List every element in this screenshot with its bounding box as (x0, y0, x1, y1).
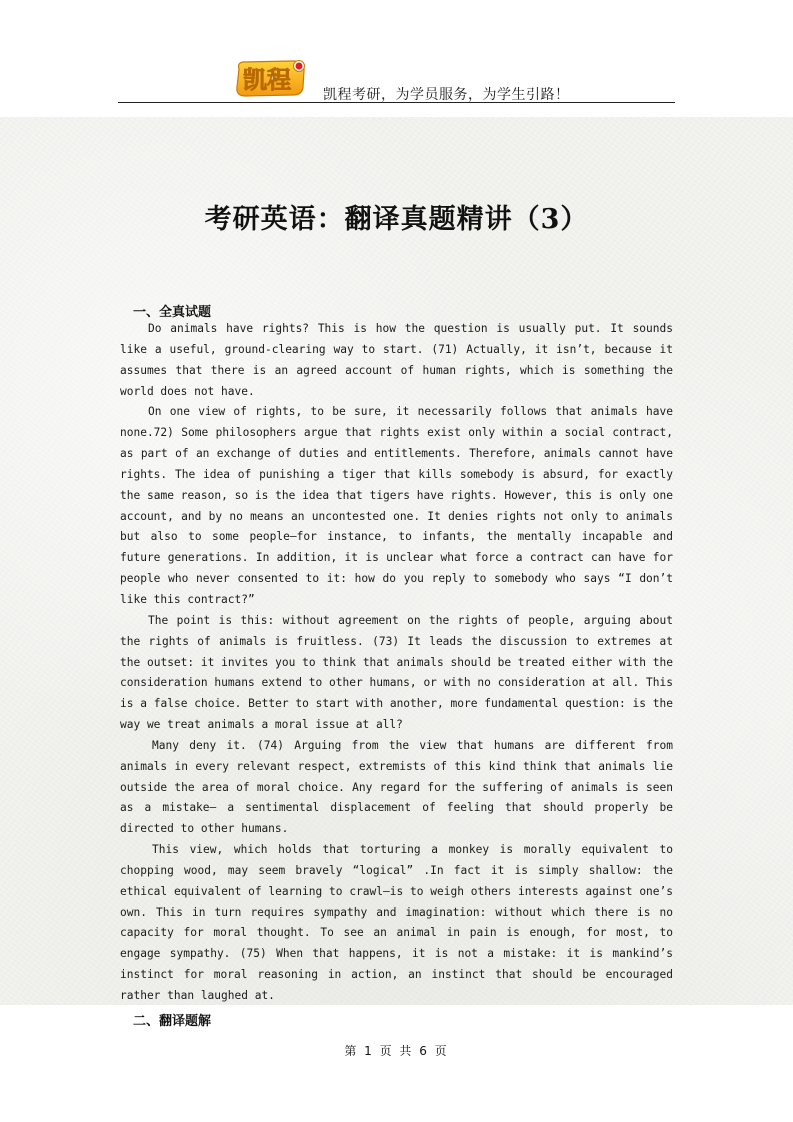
passage-paragraph-1: Do animals have rights? This is how the question is usually put. It sounds like a useful, ground-clearing way to start. (71) Actually, it isn’t, because it assumes that there is an agreed account of human rights, which is something the world does not have. (120, 322, 673, 398)
kaicheng-logo (233, 57, 309, 99)
passage-paragraph-2: On one view of rights, to be sure, it necessarily follows that animals have none.72) Some philosophers argue that rights exist only within a social contract, as part of an exchange of duties and entitlements. Therefore, animals cannot have rights. The idea of punishing a tiger that kills somebody is absurd, for exactly the same reason, so is the idea that tigers have rights. However, this is only one account, and by no means an uncontested one. It denies rights not only to animals but also to some people—for instance, to infants, the mentally incapable and future generations. In addition, it is unclear what force a contract can have for people who never consented to it: how do you reply to somebody who says “I don’t like this contract?” (120, 405, 673, 606)
header-divider (118, 102, 675, 103)
document-title: 考研英语：翻译真题精讲（3） (204, 204, 589, 235)
page-header (118, 55, 675, 105)
section-heading-questions: 一、全真试题 (133, 305, 212, 320)
header-slogan: 凯程考研，为学员服务，为学生引路！ (323, 87, 570, 103)
section-heading-answers: 二、翻译题解 (133, 1014, 212, 1029)
passage-paragraph-3: The point is this: without agreement on the rights of people, arguing about the rights of animals is fruitless. (73) It leads the discussion to extremes at the outset: it invites you to think that animals should be treated either with the consideration humans extend to other humans, or with no consideration at all. This is a false choice. Better to start with another, more fundamental question: is the way we treat animals a moral issue at all? (120, 613, 673, 732)
passage-body (120, 319, 673, 1007)
passage-paragraph-5: This view, which holds that torturing a monkey is morally equivalent to chopping wood, may seem bravely “logical” .In fact it is simply shallow: the ethical equivalent of learning to crawl—is to weigh others interests against one’s own. This in turn requires sympathy and imagination: without which there is no capacity for moral thought. To see an animal in pain is enough, for most, to engage sympathy. (75) When that happens, it is not a mistake: it is mankind’s instinct for moral reasoning in action, an instinct that should be encouraged rather than laughed at. (120, 843, 673, 1002)
page-number: 第 1 页 共 6 页 (344, 1044, 449, 1056)
svg-text:凯程: 凯程 (243, 66, 291, 94)
passage-paragraph-4: Many deny it. (74) Arguing from the view that humans are different from animals in every relevant respect, extremists of this kind think that animals lie outside the area of moral choice. Any regard for the suffering of animals is seen as a mistake— a sentimental displacement of feeling that should properly be directed to other humans. (120, 738, 673, 836)
